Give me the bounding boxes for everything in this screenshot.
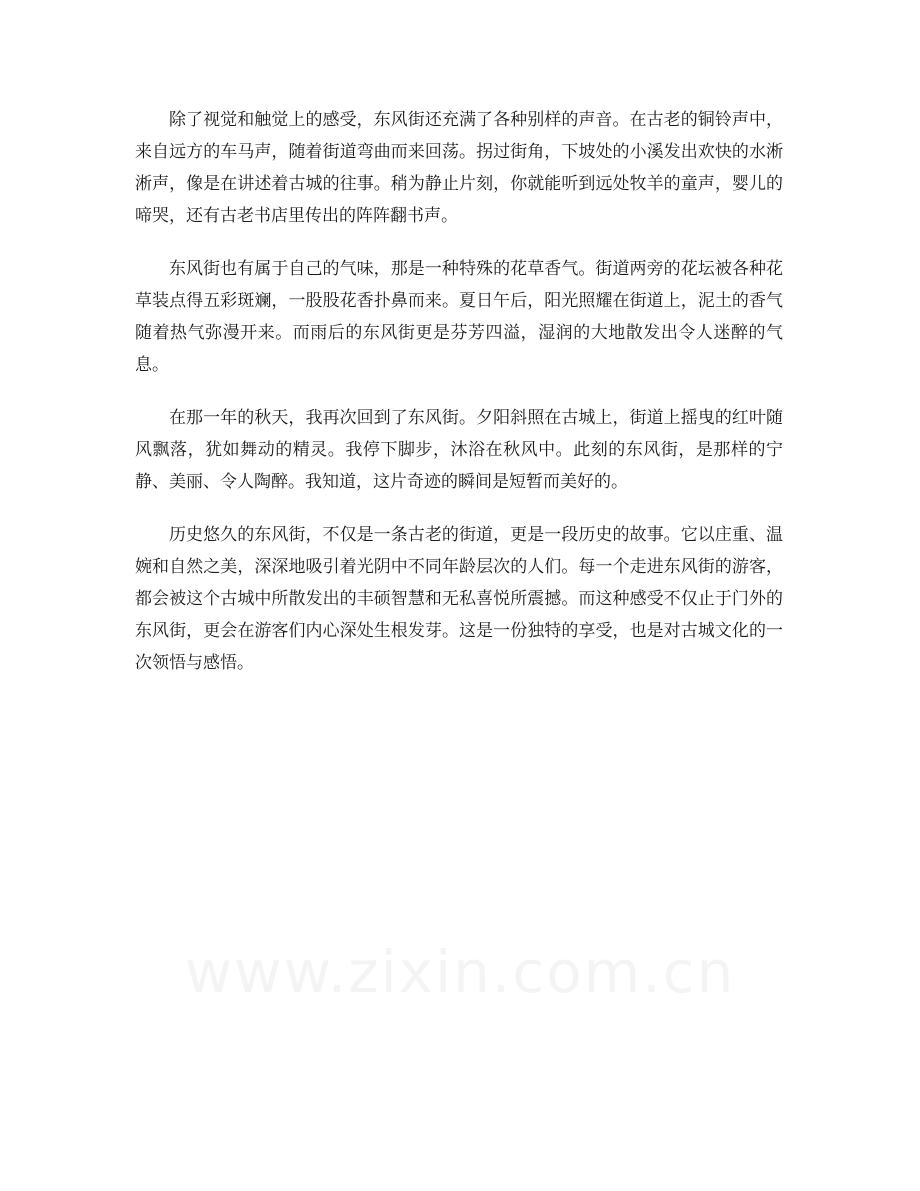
paragraph-sounds: 除了视觉和触觉上的感受，东风街还充满了各种别样的声音。在古老的铜铃声中，来自远方的车马声，随着街道弯曲而来回荡。拐过街角，下坡处的小溪发出欢快的水淅淅声，像是在讲述着古城的往事。稍为静止片刻，你就能听到远处牧羊的童声，婴儿的啼哭，还有古老书店里传出的阵阵翻书声。 [135, 110, 783, 226]
paragraph-autumn: 在那一年的秋天，我再次回到了东风街。夕阳斜照在古城上，街道上摇曳的红叶随风飘落，犹如舞动的精灵。我停下脚步，沐浴在秋风中。此刻的东风街，是那样的宁静、美丽、令人陶醉。我知道，这片奇迹的瞬间是短暂而美好的。 [135, 408, 783, 492]
watermark-text [0, 938, 920, 1006]
article-body [135, 104, 783, 700]
paragraph-history: 历史悠久的东风街，不仅是一条古老的街道，更是一段历史的故事。它以庄重、温婉和自然之美，深深地吸引着光阴中不同年龄层次的人们。每一个走进东风街的游客，都会被这个古城中所散发出的丰硕智慧和无私喜悦所震撼。而这种感受不仅止于门外的东风街，更会在游客们内心深处生根发芽。这是一份独特的享受，也是对古城文化的一次领悟与感悟。 [135, 525, 783, 673]
paragraph-scents: 东风街也有属于自己的气味，那是一种特殊的花草香气。街道两旁的花坛被各种花草装点得五彩斑斓，一股股花香扑鼻而来。夏日午后，阳光照耀在街道上，泥土的香气随着热气弥漫开来。而雨后的东风街更是芬芳四溢，湿润的大地散发出令人迷醉的气息。 [135, 259, 783, 375]
